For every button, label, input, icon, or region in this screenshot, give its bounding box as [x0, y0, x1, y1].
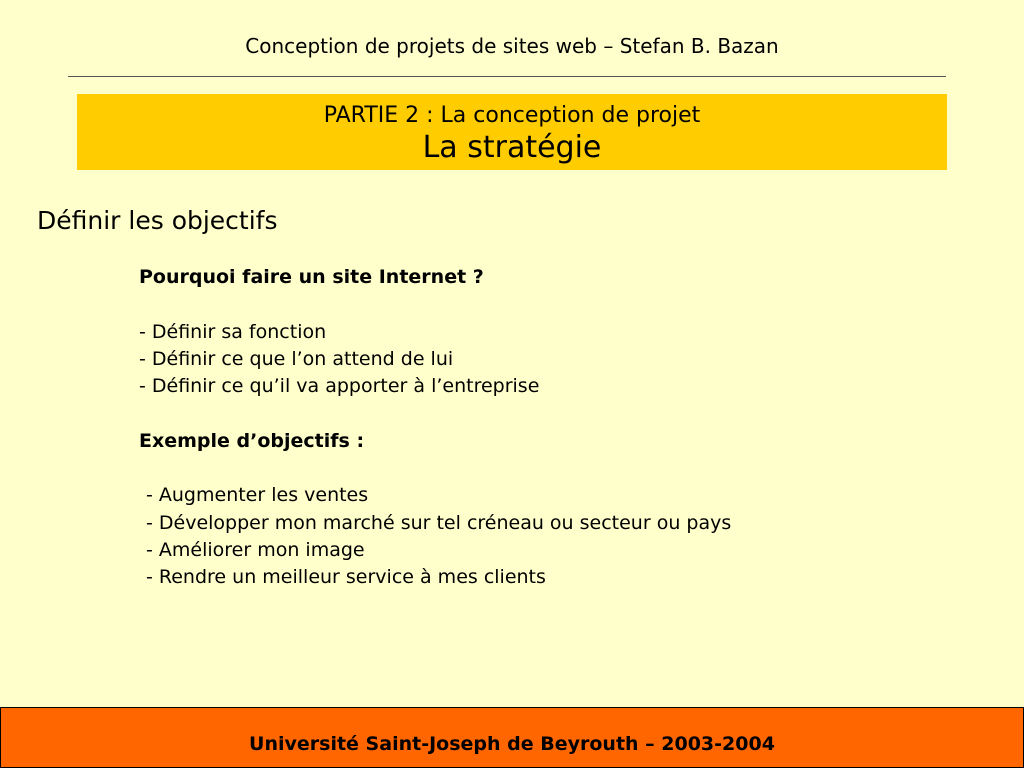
footer-text: Université Saint-Joseph de Beyrouth – 2003-2004	[249, 733, 775, 755]
question-heading: Pourquoi faire un site Internet ?	[139, 266, 484, 288]
list-item: - Définir ce qu’il va apporter à l’entreprise	[139, 375, 540, 398]
list-item: - Définir ce que l’on attend de lui	[139, 347, 454, 370]
spacer	[139, 291, 731, 318]
examples-heading: Exemple d’objectifs :	[139, 429, 365, 452]
title-banner	[77, 94, 947, 170]
list-item: - Augmenter les ventes	[146, 484, 369, 507]
list-item: - Rendre un meilleur service à mes clients	[146, 566, 546, 589]
header-divider	[68, 76, 946, 77]
slide-content	[139, 264, 731, 592]
banner-title: La stratégie	[422, 130, 602, 165]
section-title: Définir les objectifs	[37, 206, 278, 235]
list-item: - Développer mon marché sur tel créneau ou secteur ou pays	[146, 511, 732, 534]
spacer	[139, 455, 731, 482]
list-item: - Définir sa fonction	[139, 320, 327, 343]
footer-bar	[0, 707, 1024, 768]
header-title: Conception de projets de sites web – Stefan B. Bazan	[245, 34, 779, 58]
spacer	[139, 400, 731, 427]
list-item: - Améliorer mon image	[146, 538, 365, 561]
banner-subtitle: PARTIE 2 : La conception de projet	[323, 103, 701, 128]
